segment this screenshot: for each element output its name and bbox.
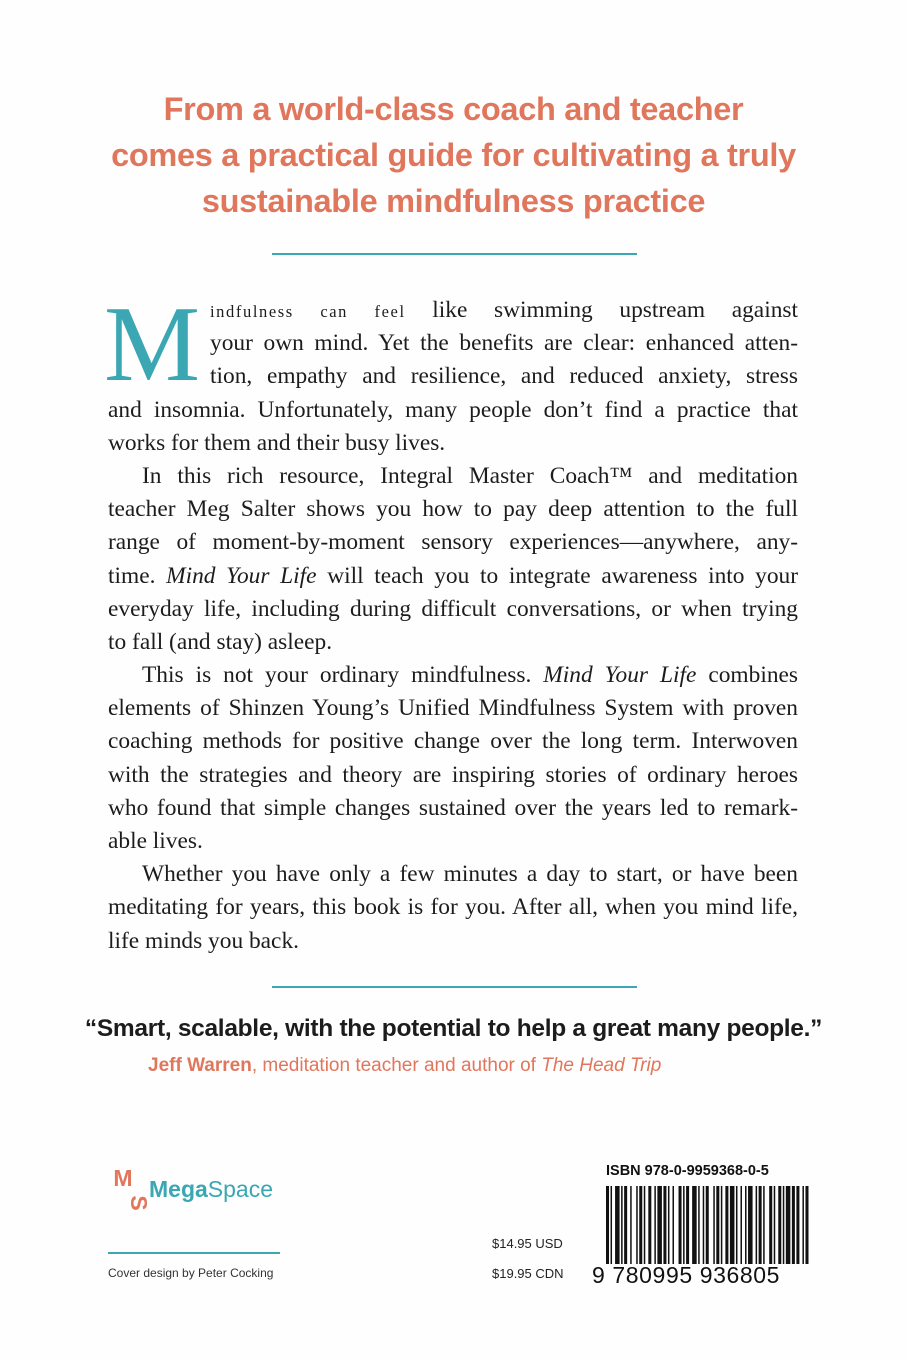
- barcode-bar: [686, 1186, 689, 1264]
- logo-letter-s: S: [126, 1195, 152, 1211]
- p2-line-4-post: will teach you to integrate awareness into your: [316, 562, 799, 589]
- book-title: Mind Your Life: [166, 562, 317, 589]
- p3-line-6: able lives.: [108, 828, 203, 854]
- barcode-bar: [611, 1186, 613, 1264]
- barcode-bar: [630, 1186, 632, 1264]
- barcode-bar: [805, 1186, 808, 1264]
- barcode-bar: [636, 1186, 638, 1264]
- barcode-bar: [703, 1186, 705, 1264]
- p3-line-2: elements of Shinzen Young’s Unified Mindfulness System with proven: [108, 695, 798, 722]
- p4-line-2: meditating for years, this book is for you. After all, when you mind life,: [108, 894, 798, 921]
- barcode-bar: [774, 1186, 776, 1264]
- barcode-bar: [756, 1186, 758, 1264]
- barcode-bar: [763, 1186, 765, 1264]
- barcode-bar: [668, 1186, 670, 1264]
- p1-line-1: [108, 294, 798, 327]
- barcode-bar: [783, 1186, 785, 1264]
- barcode-bar: [648, 1186, 651, 1264]
- barcode-bar: [663, 1186, 666, 1264]
- logo-letter-m: M: [113, 1165, 133, 1191]
- p2-line-2: teacher Meg Salter shows you how to pay deep attention to the full: [108, 496, 798, 523]
- barcode-bar: [683, 1186, 685, 1264]
- p2-line-5: everyday life, including during difficult conversations, or when trying: [108, 595, 798, 622]
- tagline: [60, 86, 847, 224]
- p3-line-5: who found that simple changes sustained over the years led to remark-: [108, 794, 798, 821]
- p4-line-3: life minds you back.: [108, 927, 299, 954]
- barcode-bar: [692, 1186, 697, 1264]
- barcode-bar: [802, 1186, 804, 1264]
- cover-design-credit: Cover design by Peter Cocking: [108, 1266, 274, 1280]
- barcode-bar: [706, 1186, 709, 1264]
- drop-cap: M: [104, 285, 201, 404]
- p1-line-1-text: like swimming upstream against: [405, 297, 798, 323]
- p3-line-1-post: combines: [696, 662, 799, 689]
- p2-line-4-pre: time.: [108, 562, 167, 589]
- barcode-bar: [606, 1186, 609, 1264]
- p2-line-1: In this rich resource, Integral Master Coach™ and meditation: [142, 462, 798, 489]
- barcode-bar: [698, 1186, 700, 1264]
- p2-line-6: to fall (and stay) asleep.: [108, 628, 333, 655]
- barcode-bar: [654, 1186, 656, 1264]
- publisher-name: [149, 1176, 273, 1203]
- barcode-bar: [716, 1186, 719, 1264]
- endorsement-quote: “Smart, scalable, with the potential to help a great many people.”: [84, 1015, 823, 1042]
- barcode-icon: [606, 1186, 810, 1264]
- barcode-bar: [740, 1186, 742, 1264]
- p3-line-4: with the strategies and theory are inspiring stories of ordinary heroes: [108, 761, 798, 788]
- p3-line-3: coaching methods for positive change over the long term. Interwoven: [108, 728, 798, 755]
- p1-line-5: works for them and their busy lives.: [108, 429, 446, 456]
- barcode-bar: [725, 1186, 728, 1264]
- barcode-bar: [730, 1186, 735, 1264]
- barcode-bar: [759, 1186, 762, 1264]
- isbn-label: ISBN 978-0-9959368-0-5: [606, 1163, 769, 1179]
- p1-line-2: your own mind. Yet the benefits are clear: enhanced atten-: [210, 330, 798, 357]
- price-usd: $14.95 USD: [492, 1236, 563, 1251]
- barcode-bar: [796, 1186, 799, 1264]
- endorser-book: The Head Trip: [541, 1055, 662, 1076]
- barcode-bar: [786, 1186, 791, 1264]
- tagline-line-2: comes a practical guide for cultivating a truly: [111, 137, 796, 173]
- barcode-digits: 9 780995 936805: [592, 1262, 781, 1288]
- barcode-bar: [639, 1186, 642, 1264]
- barcode-bar: [657, 1186, 662, 1264]
- price-cdn: $19.95 CDN: [492, 1266, 564, 1281]
- p2-line-4: [108, 560, 798, 593]
- tagline-line-3: sustainable mindfulness practice: [201, 183, 706, 219]
- publisher-logo-icon: [108, 1165, 152, 1215]
- credit-divider: [108, 1252, 280, 1254]
- small-caps-lead: indfulness can feel: [210, 302, 406, 321]
- endorsement-attribution: [148, 1055, 661, 1077]
- barcode-bar: [745, 1186, 747, 1264]
- barcode-bar: [672, 1186, 674, 1264]
- barcode-bar: [721, 1186, 723, 1264]
- barcode-bar: [624, 1186, 627, 1264]
- publisher-name-bold: Mega: [149, 1176, 208, 1202]
- endorser-name: Jeff Warren: [148, 1055, 252, 1076]
- p4-line-1: Whether you have only a few minutes a day to start, or have been: [142, 861, 798, 888]
- barcode-bar: [644, 1186, 646, 1264]
- tagline-line-1: From a world-class coach and teacher: [163, 91, 744, 127]
- barcode-bar: [769, 1186, 772, 1264]
- p3-line-1: [108, 659, 798, 692]
- description: [104, 285, 799, 958]
- barcode-bar: [679, 1186, 682, 1264]
- p3-line-1-pre: This is not your ordinary mindfulness.: [142, 662, 544, 689]
- book-title: Mind Your Life: [543, 662, 697, 689]
- p2-line-3: range of moment-by-moment sensory experiences—anywhere, any-: [108, 529, 798, 556]
- barcode-bar: [615, 1186, 620, 1264]
- endorser-role: , meditation teacher and author of: [251, 1055, 542, 1076]
- barcode-bar: [713, 1186, 715, 1264]
- barcode-bar: [736, 1186, 738, 1264]
- p1-line-4: and insomnia. Unfortunately, many people don’t find a practice that: [108, 396, 798, 423]
- barcode-bar: [778, 1186, 781, 1264]
- p1-line-3: tion, empathy and resilience, and reduced anxiety, stress: [210, 363, 798, 390]
- divider-bottom: [272, 986, 637, 988]
- barcode-bar: [621, 1186, 623, 1264]
- publisher-name-rest: Space: [207, 1176, 274, 1202]
- divider-top: [272, 253, 637, 255]
- barcode-bar: [748, 1186, 753, 1264]
- barcode-bar: [792, 1186, 795, 1264]
